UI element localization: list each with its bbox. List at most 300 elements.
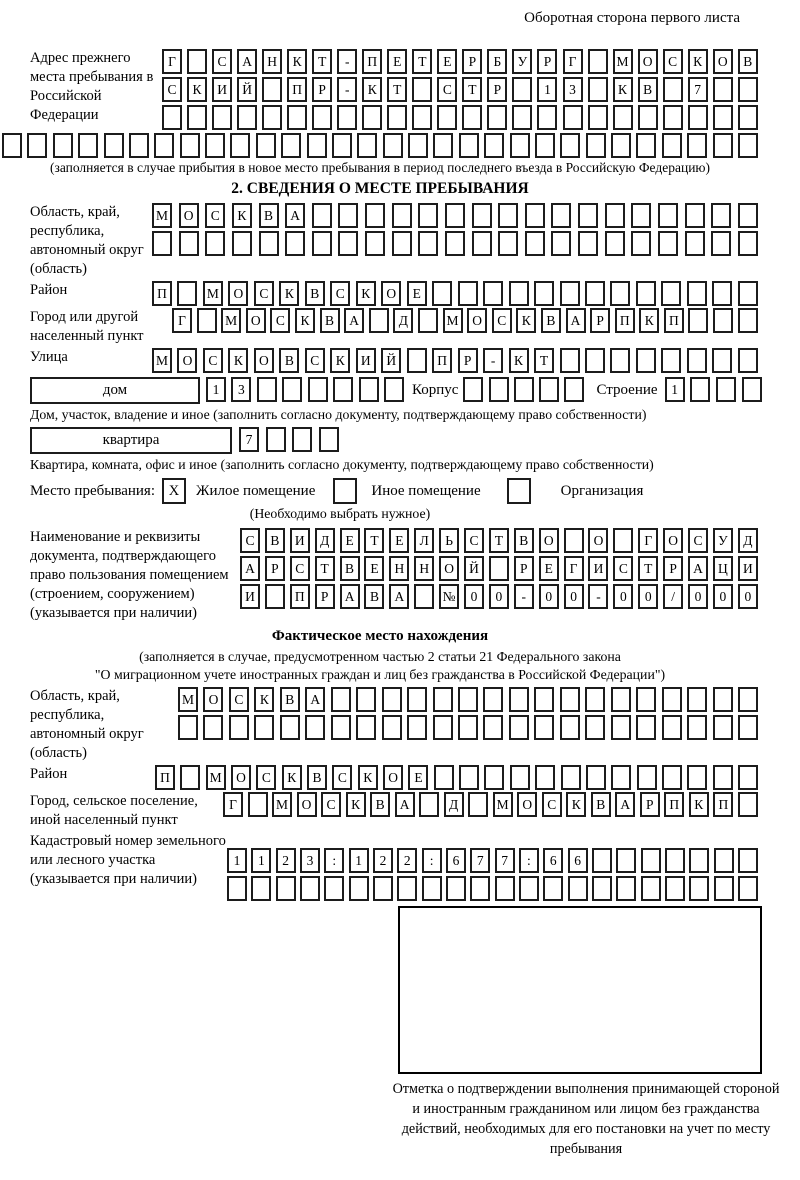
char-box[interactable]: [534, 687, 554, 712]
char-box[interactable]: Р: [514, 556, 534, 581]
char-box[interactable]: [637, 765, 657, 790]
char-box[interactable]: С: [290, 556, 310, 581]
char-box[interactable]: [2, 133, 22, 158]
char-box[interactable]: Р: [265, 556, 285, 581]
char-box[interactable]: П: [152, 281, 172, 306]
char-box[interactable]: [509, 715, 529, 740]
char-box[interactable]: [251, 876, 271, 901]
char-box[interactable]: О: [517, 792, 537, 817]
char-box[interactable]: [636, 133, 656, 158]
char-box[interactable]: [662, 765, 682, 790]
char-box[interactable]: [689, 876, 709, 901]
char-box[interactable]: А: [240, 556, 260, 581]
char-box[interactable]: [305, 715, 325, 740]
char-box[interactable]: [203, 715, 223, 740]
char-box[interactable]: [383, 133, 403, 158]
char-box[interactable]: Е: [407, 281, 427, 306]
char-box[interactable]: [662, 715, 682, 740]
char-box[interactable]: 0: [564, 584, 584, 609]
char-box[interactable]: Т: [315, 556, 335, 581]
char-box[interactable]: [543, 876, 563, 901]
char-box[interactable]: Р: [537, 49, 557, 74]
char-box[interactable]: Т: [312, 49, 332, 74]
char-box[interactable]: Е: [340, 528, 360, 553]
char-box[interactable]: [738, 348, 758, 373]
char-box[interactable]: [688, 105, 708, 130]
char-box[interactable]: [382, 715, 402, 740]
char-box[interactable]: [212, 105, 232, 130]
char-box[interactable]: Р: [487, 77, 507, 102]
char-box[interactable]: [663, 77, 683, 102]
char-box[interactable]: [177, 281, 197, 306]
char-box[interactable]: И: [290, 528, 310, 553]
char-box[interactable]: [392, 203, 412, 228]
char-box[interactable]: [256, 133, 276, 158]
char-box[interactable]: [610, 281, 630, 306]
char-box[interactable]: С: [229, 687, 249, 712]
char-box[interactable]: 1: [251, 848, 271, 873]
char-box[interactable]: С: [270, 308, 290, 333]
char-box[interactable]: К: [566, 792, 586, 817]
apartment-type-field[interactable]: квартира: [30, 427, 232, 454]
char-box[interactable]: Л: [414, 528, 434, 553]
char-box[interactable]: [418, 231, 438, 256]
char-box[interactable]: П: [664, 792, 684, 817]
char-box[interactable]: [690, 377, 710, 402]
char-box[interactable]: С: [240, 528, 260, 553]
char-box[interactable]: И: [212, 77, 232, 102]
char-box[interactable]: [586, 765, 606, 790]
char-box[interactable]: [498, 231, 518, 256]
char-box[interactable]: [180, 765, 200, 790]
char-box[interactable]: [53, 133, 73, 158]
char-box[interactable]: [419, 792, 439, 817]
char-box[interactable]: 7: [239, 427, 259, 452]
char-box[interactable]: [537, 105, 557, 130]
char-box[interactable]: [229, 715, 249, 740]
char-box[interactable]: Р: [312, 77, 332, 102]
char-box[interactable]: [287, 105, 307, 130]
char-box[interactable]: [418, 308, 438, 333]
char-box[interactable]: [738, 231, 758, 256]
char-box[interactable]: С: [254, 281, 274, 306]
char-box[interactable]: М: [613, 49, 633, 74]
char-box[interactable]: [282, 377, 302, 402]
char-box[interactable]: [738, 105, 758, 130]
char-box[interactable]: [713, 105, 733, 130]
char-box[interactable]: [230, 133, 250, 158]
char-box[interactable]: [433, 133, 453, 158]
char-box[interactable]: С: [688, 528, 708, 553]
char-box[interactable]: 3: [563, 77, 583, 102]
char-box[interactable]: [484, 765, 504, 790]
char-box[interactable]: [592, 848, 612, 873]
char-box[interactable]: [564, 528, 584, 553]
char-box[interactable]: [338, 231, 358, 256]
char-box[interactable]: М: [152, 348, 172, 373]
char-box[interactable]: [712, 281, 732, 306]
char-box[interactable]: [711, 231, 731, 256]
char-box[interactable]: [631, 231, 651, 256]
char-box[interactable]: [152, 231, 172, 256]
char-box[interactable]: С: [203, 348, 223, 373]
char-box[interactable]: И: [588, 556, 608, 581]
char-box[interactable]: [365, 231, 385, 256]
char-box[interactable]: Г: [563, 49, 583, 74]
char-box[interactable]: [414, 584, 434, 609]
char-box[interactable]: [568, 876, 588, 901]
char-box[interactable]: К: [639, 308, 659, 333]
char-box[interactable]: [636, 687, 656, 712]
char-box[interactable]: [611, 715, 631, 740]
char-box[interactable]: [331, 687, 351, 712]
char-box[interactable]: [407, 687, 427, 712]
char-box[interactable]: [319, 427, 339, 452]
char-box[interactable]: [712, 348, 732, 373]
char-box[interactable]: Г: [162, 49, 182, 74]
char-box[interactable]: Т: [364, 528, 384, 553]
char-box[interactable]: 0: [688, 584, 708, 609]
char-box[interactable]: [563, 105, 583, 130]
char-box[interactable]: [432, 281, 452, 306]
char-box[interactable]: 1: [349, 848, 369, 873]
char-box[interactable]: [187, 105, 207, 130]
char-box[interactable]: [560, 133, 580, 158]
char-box[interactable]: В: [738, 49, 758, 74]
char-box[interactable]: О: [467, 308, 487, 333]
char-box[interactable]: [714, 876, 734, 901]
char-box[interactable]: [232, 231, 252, 256]
char-box[interactable]: Н: [414, 556, 434, 581]
char-box[interactable]: [312, 231, 332, 256]
char-box[interactable]: А: [688, 556, 708, 581]
char-box[interactable]: [539, 377, 559, 402]
char-box[interactable]: [276, 876, 296, 901]
char-box[interactable]: К: [358, 765, 378, 790]
char-box[interactable]: [525, 203, 545, 228]
char-box[interactable]: [433, 687, 453, 712]
char-box[interactable]: [408, 133, 428, 158]
char-box[interactable]: [560, 715, 580, 740]
char-box[interactable]: [331, 715, 351, 740]
char-box[interactable]: [510, 133, 530, 158]
char-box[interactable]: [616, 876, 636, 901]
char-box[interactable]: С: [305, 348, 325, 373]
char-box[interactable]: [178, 715, 198, 740]
char-box[interactable]: [349, 876, 369, 901]
char-box[interactable]: 6: [543, 848, 563, 873]
char-box[interactable]: [412, 77, 432, 102]
char-box[interactable]: [611, 765, 631, 790]
char-box[interactable]: [688, 308, 708, 333]
char-box[interactable]: О: [177, 348, 197, 373]
char-box[interactable]: [483, 281, 503, 306]
char-box[interactable]: О: [638, 49, 658, 74]
char-box[interactable]: [561, 765, 581, 790]
char-box[interactable]: [738, 281, 758, 306]
char-box[interactable]: Г: [564, 556, 584, 581]
char-box[interactable]: Е: [539, 556, 559, 581]
char-box[interactable]: [237, 105, 257, 130]
char-box[interactable]: [687, 133, 707, 158]
char-box[interactable]: Т: [534, 348, 554, 373]
char-box[interactable]: [610, 348, 630, 373]
char-box[interactable]: [437, 105, 457, 130]
char-box[interactable]: [257, 377, 277, 402]
house-type-field[interactable]: дом: [30, 377, 200, 404]
char-box[interactable]: [365, 203, 385, 228]
char-box[interactable]: [661, 281, 681, 306]
char-box[interactable]: [586, 133, 606, 158]
char-box[interactable]: 0: [539, 584, 559, 609]
char-box[interactable]: [162, 105, 182, 130]
char-box[interactable]: С: [321, 792, 341, 817]
char-box[interactable]: [266, 427, 286, 452]
char-box[interactable]: -: [483, 348, 503, 373]
char-box[interactable]: [665, 876, 685, 901]
char-box[interactable]: В: [305, 281, 325, 306]
char-box[interactable]: К: [254, 687, 274, 712]
char-box[interactable]: А: [566, 308, 586, 333]
char-box[interactable]: В: [265, 528, 285, 553]
char-box[interactable]: [382, 687, 402, 712]
char-box[interactable]: Г: [638, 528, 658, 553]
char-box[interactable]: [713, 133, 733, 158]
char-box[interactable]: [356, 687, 376, 712]
char-box[interactable]: С: [212, 49, 232, 74]
char-box[interactable]: [585, 715, 605, 740]
char-box[interactable]: [713, 687, 733, 712]
char-box[interactable]: [312, 105, 332, 130]
char-box[interactable]: [738, 876, 758, 901]
char-box[interactable]: [742, 377, 762, 402]
char-box[interactable]: [308, 377, 328, 402]
char-box[interactable]: [713, 765, 733, 790]
char-box[interactable]: [588, 105, 608, 130]
char-box[interactable]: [397, 876, 417, 901]
char-box[interactable]: [495, 876, 515, 901]
char-box[interactable]: И: [240, 584, 260, 609]
char-box[interactable]: [459, 765, 479, 790]
char-box[interactable]: О: [297, 792, 317, 817]
char-box[interactable]: -: [337, 77, 357, 102]
char-box[interactable]: Г: [172, 308, 192, 333]
char-box[interactable]: Й: [381, 348, 401, 373]
char-box[interactable]: С: [542, 792, 562, 817]
char-box[interactable]: [662, 687, 682, 712]
char-box[interactable]: [179, 231, 199, 256]
char-box[interactable]: А: [305, 687, 325, 712]
char-box[interactable]: М: [443, 308, 463, 333]
char-box[interactable]: [687, 715, 707, 740]
char-box[interactable]: [658, 203, 678, 228]
char-box[interactable]: К: [228, 348, 248, 373]
char-box[interactable]: [611, 687, 631, 712]
char-box[interactable]: [585, 348, 605, 373]
char-box[interactable]: [487, 105, 507, 130]
char-box[interactable]: [588, 49, 608, 74]
char-box[interactable]: [262, 105, 282, 130]
char-box[interactable]: [324, 876, 344, 901]
char-box[interactable]: [458, 687, 478, 712]
char-box[interactable]: [560, 281, 580, 306]
char-box[interactable]: 0: [738, 584, 758, 609]
char-box[interactable]: В: [591, 792, 611, 817]
char-box[interactable]: С: [613, 556, 633, 581]
char-box[interactable]: [418, 203, 438, 228]
char-box[interactable]: А: [237, 49, 257, 74]
char-box[interactable]: [535, 133, 555, 158]
char-box[interactable]: [564, 377, 584, 402]
char-box[interactable]: [489, 556, 509, 581]
char-box[interactable]: [307, 133, 327, 158]
char-box[interactable]: П: [155, 765, 175, 790]
char-box[interactable]: К: [356, 281, 376, 306]
char-box[interactable]: [716, 377, 736, 402]
char-box[interactable]: С: [492, 308, 512, 333]
char-box[interactable]: А: [344, 308, 364, 333]
char-box[interactable]: [514, 377, 534, 402]
char-box[interactable]: К: [287, 49, 307, 74]
char-box[interactable]: Ь: [439, 528, 459, 553]
char-box[interactable]: [510, 765, 530, 790]
char-box[interactable]: 2: [397, 848, 417, 873]
char-box[interactable]: [280, 715, 300, 740]
char-box[interactable]: О: [231, 765, 251, 790]
char-box[interactable]: [333, 377, 353, 402]
char-box[interactable]: [205, 231, 225, 256]
char-box[interactable]: Т: [462, 77, 482, 102]
char-box[interactable]: Р: [315, 584, 335, 609]
char-box[interactable]: [362, 105, 382, 130]
char-box[interactable]: О: [203, 687, 223, 712]
char-box[interactable]: Г: [223, 792, 243, 817]
char-box[interactable]: [631, 203, 651, 228]
char-box[interactable]: [78, 133, 98, 158]
char-box[interactable]: О: [588, 528, 608, 553]
checkbox-residential[interactable]: X: [162, 478, 186, 504]
char-box[interactable]: К: [362, 77, 382, 102]
char-box[interactable]: С: [330, 281, 350, 306]
char-box[interactable]: О: [439, 556, 459, 581]
char-box[interactable]: 3: [300, 848, 320, 873]
char-box[interactable]: 7: [470, 848, 490, 873]
char-box[interactable]: [636, 281, 656, 306]
checkbox-organization[interactable]: [507, 478, 531, 504]
char-box[interactable]: О: [179, 203, 199, 228]
char-box[interactable]: [446, 876, 466, 901]
char-box[interactable]: [592, 876, 612, 901]
char-box[interactable]: [458, 715, 478, 740]
char-box[interactable]: О: [383, 765, 403, 790]
char-box[interactable]: М: [178, 687, 198, 712]
char-box[interactable]: Т: [412, 49, 432, 74]
char-box[interactable]: [254, 715, 274, 740]
char-box[interactable]: [265, 584, 285, 609]
char-box[interactable]: [685, 231, 705, 256]
char-box[interactable]: 6: [446, 848, 466, 873]
char-box[interactable]: Т: [387, 77, 407, 102]
char-box[interactable]: 2: [373, 848, 393, 873]
char-box[interactable]: Т: [638, 556, 658, 581]
char-box[interactable]: :: [422, 848, 442, 873]
char-box[interactable]: А: [285, 203, 305, 228]
char-box[interactable]: [713, 77, 733, 102]
char-box[interactable]: [738, 77, 758, 102]
char-box[interactable]: П: [713, 792, 733, 817]
char-box[interactable]: У: [713, 528, 733, 553]
char-box[interactable]: [281, 133, 301, 158]
char-box[interactable]: К: [346, 792, 366, 817]
char-box[interactable]: А: [615, 792, 635, 817]
char-box[interactable]: [713, 308, 733, 333]
char-box[interactable]: [129, 133, 149, 158]
char-box[interactable]: [738, 308, 758, 333]
char-box[interactable]: [616, 848, 636, 873]
char-box[interactable]: [407, 715, 427, 740]
char-box[interactable]: 1: [537, 77, 557, 102]
char-box[interactable]: У: [512, 49, 532, 74]
char-box[interactable]: :: [519, 848, 539, 873]
char-box[interactable]: [468, 792, 488, 817]
char-box[interactable]: [613, 105, 633, 130]
char-box[interactable]: [687, 765, 707, 790]
char-box[interactable]: [332, 133, 352, 158]
char-box[interactable]: К: [688, 49, 708, 74]
char-box[interactable]: [197, 308, 217, 333]
char-box[interactable]: Р: [640, 792, 660, 817]
char-box[interactable]: [434, 765, 454, 790]
char-box[interactable]: [337, 105, 357, 130]
char-box[interactable]: [738, 765, 758, 790]
char-box[interactable]: В: [541, 308, 561, 333]
char-box[interactable]: [711, 203, 731, 228]
char-box[interactable]: [685, 203, 705, 228]
char-box[interactable]: 2: [276, 848, 296, 873]
char-box[interactable]: В: [279, 348, 299, 373]
char-box[interactable]: Й: [237, 77, 257, 102]
char-box[interactable]: К: [187, 77, 207, 102]
char-box[interactable]: Р: [458, 348, 478, 373]
char-box[interactable]: [509, 687, 529, 712]
char-box[interactable]: [687, 348, 707, 373]
char-box[interactable]: [369, 308, 389, 333]
char-box[interactable]: [180, 133, 200, 158]
char-box[interactable]: 6: [568, 848, 588, 873]
char-box[interactable]: [585, 687, 605, 712]
char-box[interactable]: 7: [495, 848, 515, 873]
char-box[interactable]: М: [493, 792, 513, 817]
char-box[interactable]: [714, 848, 734, 873]
char-box[interactable]: [588, 77, 608, 102]
char-box[interactable]: В: [514, 528, 534, 553]
char-box[interactable]: [534, 281, 554, 306]
char-box[interactable]: [259, 231, 279, 256]
char-box[interactable]: [227, 876, 247, 901]
char-box[interactable]: И: [738, 556, 758, 581]
char-box[interactable]: В: [259, 203, 279, 228]
char-box[interactable]: [285, 231, 305, 256]
char-box[interactable]: №: [439, 584, 459, 609]
char-box[interactable]: В: [364, 584, 384, 609]
char-box[interactable]: О: [228, 281, 248, 306]
char-box[interactable]: И: [356, 348, 376, 373]
char-box[interactable]: Е: [364, 556, 384, 581]
char-box[interactable]: В: [340, 556, 360, 581]
char-box[interactable]: [104, 133, 124, 158]
char-box[interactable]: М: [203, 281, 223, 306]
char-box[interactable]: [356, 715, 376, 740]
